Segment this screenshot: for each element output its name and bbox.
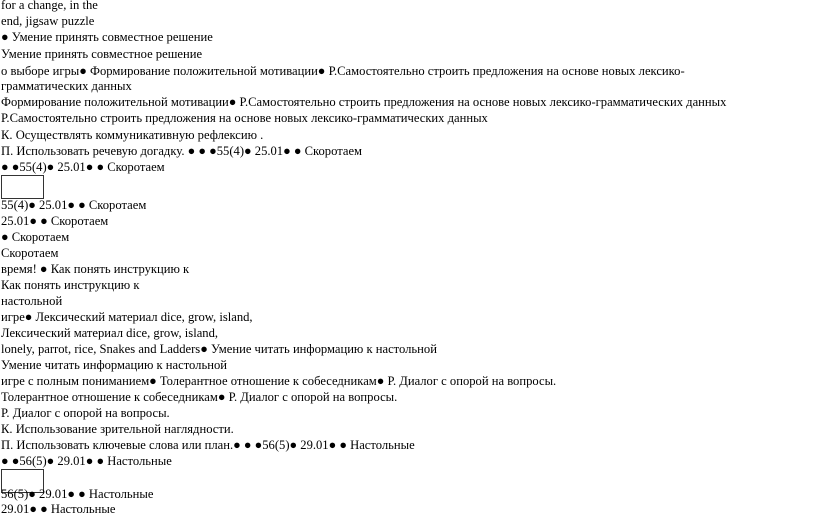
text-line: грамматических данных xyxy=(1,79,132,93)
text-line: Умение принять совместное решение xyxy=(1,47,203,61)
text-line: Толерантное отношение к собеседникам● Р. Диалог с опорой на вопросы. xyxy=(1,390,398,404)
text-line: Скоротаем xyxy=(1,246,59,260)
text-line: end, jigsaw puzzle xyxy=(1,14,95,28)
text-line: for a change, in the xyxy=(1,0,98,12)
empty-table-cell xyxy=(1,175,44,199)
text-line: ● ●55(4)● 25.01● ● Скоротаем xyxy=(1,160,165,174)
text-line: П. Использовать речевую догадку. ● ● ●55(4)● 25.01● ● Скоротаем xyxy=(1,144,363,158)
text-line: П. Использовать ключевые слова или план.● ● ●56(5)● 29.01● ● Настольные xyxy=(1,438,415,452)
text-line: Как понять инструкцию к xyxy=(1,278,140,292)
text-line: игре с полным пониманием● Толерантное отношение к собеседникам● Р. Диалог с опорой на вопросы. xyxy=(1,374,557,388)
text-line: настольной xyxy=(1,294,63,308)
text-line: о выборе игры● Формирование положительной мотивации● Р.Самостоятельно строить предложения на основе новых лексико- xyxy=(1,64,685,78)
text-line: 29.01● ● Настольные xyxy=(1,502,116,516)
text-line: 55(4)● 25.01● ● Скоротаем xyxy=(1,198,147,212)
text-line: ● Скоротаем xyxy=(1,230,70,244)
text-line: время! ● Как понять инструкцию к xyxy=(1,262,190,276)
text-line: Лексический материал dice, grow, island, xyxy=(1,326,219,340)
text-line: Р.Самостоятельно строить предложения на основе новых лексико-грамматических данных xyxy=(1,111,488,125)
text-line: ● ●56(5)● 29.01● ● Настольные xyxy=(1,454,172,468)
text-line: ● Умение принять совместное решение xyxy=(1,30,213,44)
text-line: lonely, parrot, rice, Snakes and Ladders● Умение читать информацию к настольной xyxy=(1,342,437,356)
text-line: Р. Диалог с опорой на вопросы. xyxy=(1,406,170,420)
text-line: К. Использование зрительной наглядности. xyxy=(1,422,234,436)
text-line: 56(5)● 29.01● ● Настольные xyxy=(1,487,154,501)
text-line: Умение читать информацию к настольной xyxy=(1,358,227,372)
text-line: 25.01● ● Скоротаем xyxy=(1,214,109,228)
text-line: Формирование положительной мотивации● Р.Самостоятельно строить предложения на основе новых лексико-грамматических данных xyxy=(1,95,727,109)
text-line: игре● Лексический материал dice, grow, island, xyxy=(1,310,253,324)
text-line: К. Осуществлять коммуникативную рефлексию . xyxy=(1,128,264,142)
